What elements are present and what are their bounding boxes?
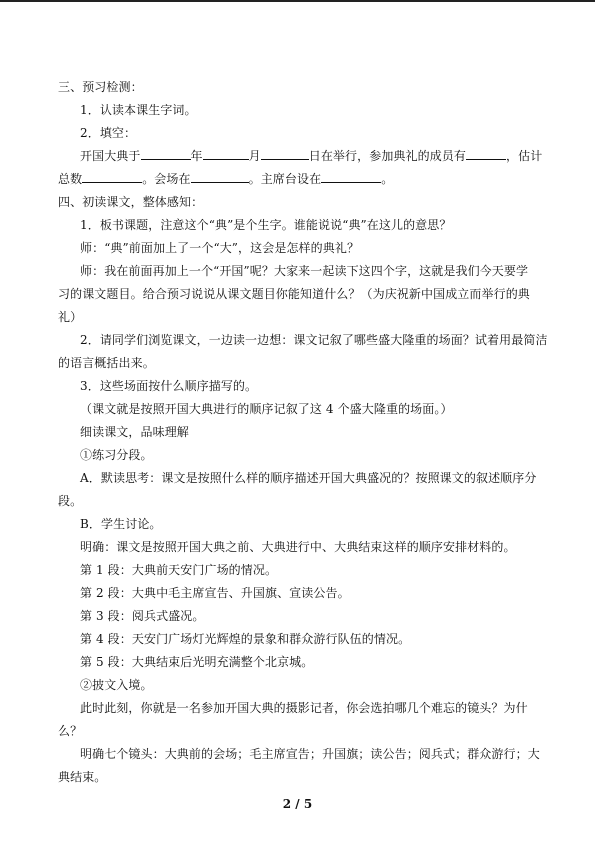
teacher-line-2a: 师：我在前面再加上一个“开国”呢？大家来一起读下这四个字，这就是我们今天要学 — [80, 264, 529, 278]
venue-blank[interactable] — [191, 171, 249, 183]
fill-in-text: 。会场在 — [142, 172, 191, 186]
paragraph-3: 第 3 段：阅兵式盛况。 — [80, 609, 205, 623]
section-four-heading: 四、初读课文，整体感知： — [58, 195, 204, 209]
members-blank[interactable] — [466, 148, 506, 160]
paragraph-4: 第 4 段：天安门广场灯光辉煌的景象和群众游行队伍的情况。 — [80, 632, 411, 646]
section-four-item-2a: 2．请同学们浏览课文，一边读一边想：课文记叙了哪些盛大隆重的场面？试着用最简洁 — [80, 333, 548, 347]
year-blank[interactable] — [141, 148, 191, 160]
section-three-item-2: 2．填空： — [80, 126, 137, 140]
question-line-1: 此时此刻，你就是一名参加开国大典的摄影记者，你会选拍哪几个难忘的镜头？为什 — [80, 701, 528, 715]
immerse-label: ②披文入境。 — [80, 678, 153, 692]
task-b: B．学生讨论。 — [80, 517, 162, 531]
fill-in-text: 。 — [381, 172, 394, 186]
fill-in-text: 。主席台设在 — [248, 172, 322, 186]
paragraph-1: 第 1 段：大典前天安门广场的情况。 — [80, 563, 278, 577]
paragraph-2: 第 2 段：大典中毛主席宣告、升国旗、宣读公告。 — [80, 586, 350, 600]
teacher-line-2c: 礼） — [58, 310, 83, 324]
page-number: 2 / 5 — [282, 797, 313, 811]
paragraph-5: 第 5 段：大典结束后光明充满整个北京城。 — [80, 655, 314, 669]
teacher-line-1: 师：“典”前面加上了一个“大”，这会是怎样的典礼？ — [80, 241, 360, 255]
teacher-line-2b: 习的课文题目。给合预习说说从课文题目你能知道什么？（为庆祝新中国成立而举行的典 — [58, 287, 530, 301]
fill-in-text: 总数 — [58, 172, 83, 186]
clarify-line: 明确：课文是按照开国大典之前、大典进行中、大典结束这样的顺序安排材料的。 — [80, 540, 516, 554]
month-blank[interactable] — [203, 148, 249, 160]
question-line-2: 么？ — [58, 724, 83, 738]
fill-in-text: ，估计 — [506, 149, 543, 163]
answer-note: （课文就是按照开国大典进行的顺序记叙了这 4 个盛大隆重的场面。） — [80, 402, 453, 416]
fill-in-line-1 — [80, 148, 542, 164]
section-four-item-1: 1．板书课题，注意这个“典”是个生字。谁能说说“典”在这儿的意思？ — [80, 218, 452, 232]
section-three-item-1: 1．认读本课生字词。 — [80, 103, 197, 117]
fill-in-text: 月 — [248, 149, 261, 163]
day-blank[interactable] — [261, 148, 309, 160]
practice-label: ①练习分段。 — [80, 448, 153, 462]
rostrum-blank[interactable] — [321, 171, 381, 183]
task-a-line-1: A．默读思考：课文是按照什么样的顺序描述开国大典盛况的？按照课文的叙述顺序分 — [80, 471, 537, 485]
answer-line-1: 明确七个镜头：大典前的会场；毛主席宣告；升国旗；读公告；阅兵式；群众游行；大 — [80, 747, 540, 761]
total-blank[interactable] — [82, 171, 142, 183]
section-three-heading: 三、预习检测： — [58, 80, 143, 94]
subheading: 细读课文，品味理解 — [80, 425, 189, 439]
task-a-line-2: 段。 — [58, 494, 83, 508]
fill-in-text: 年 — [190, 149, 203, 163]
section-four-item-2b: 的语言概括出来。 — [58, 356, 155, 370]
answer-line-2: 典结束。 — [58, 770, 107, 784]
fill-in-text: 开国大典于 — [80, 149, 141, 163]
fill-in-line-2 — [58, 171, 393, 187]
section-four-item-3: 3．这些场面按什么顺序描写的。 — [80, 379, 258, 393]
fill-in-text: 日在举行，参加典礼的成员有 — [308, 149, 467, 163]
